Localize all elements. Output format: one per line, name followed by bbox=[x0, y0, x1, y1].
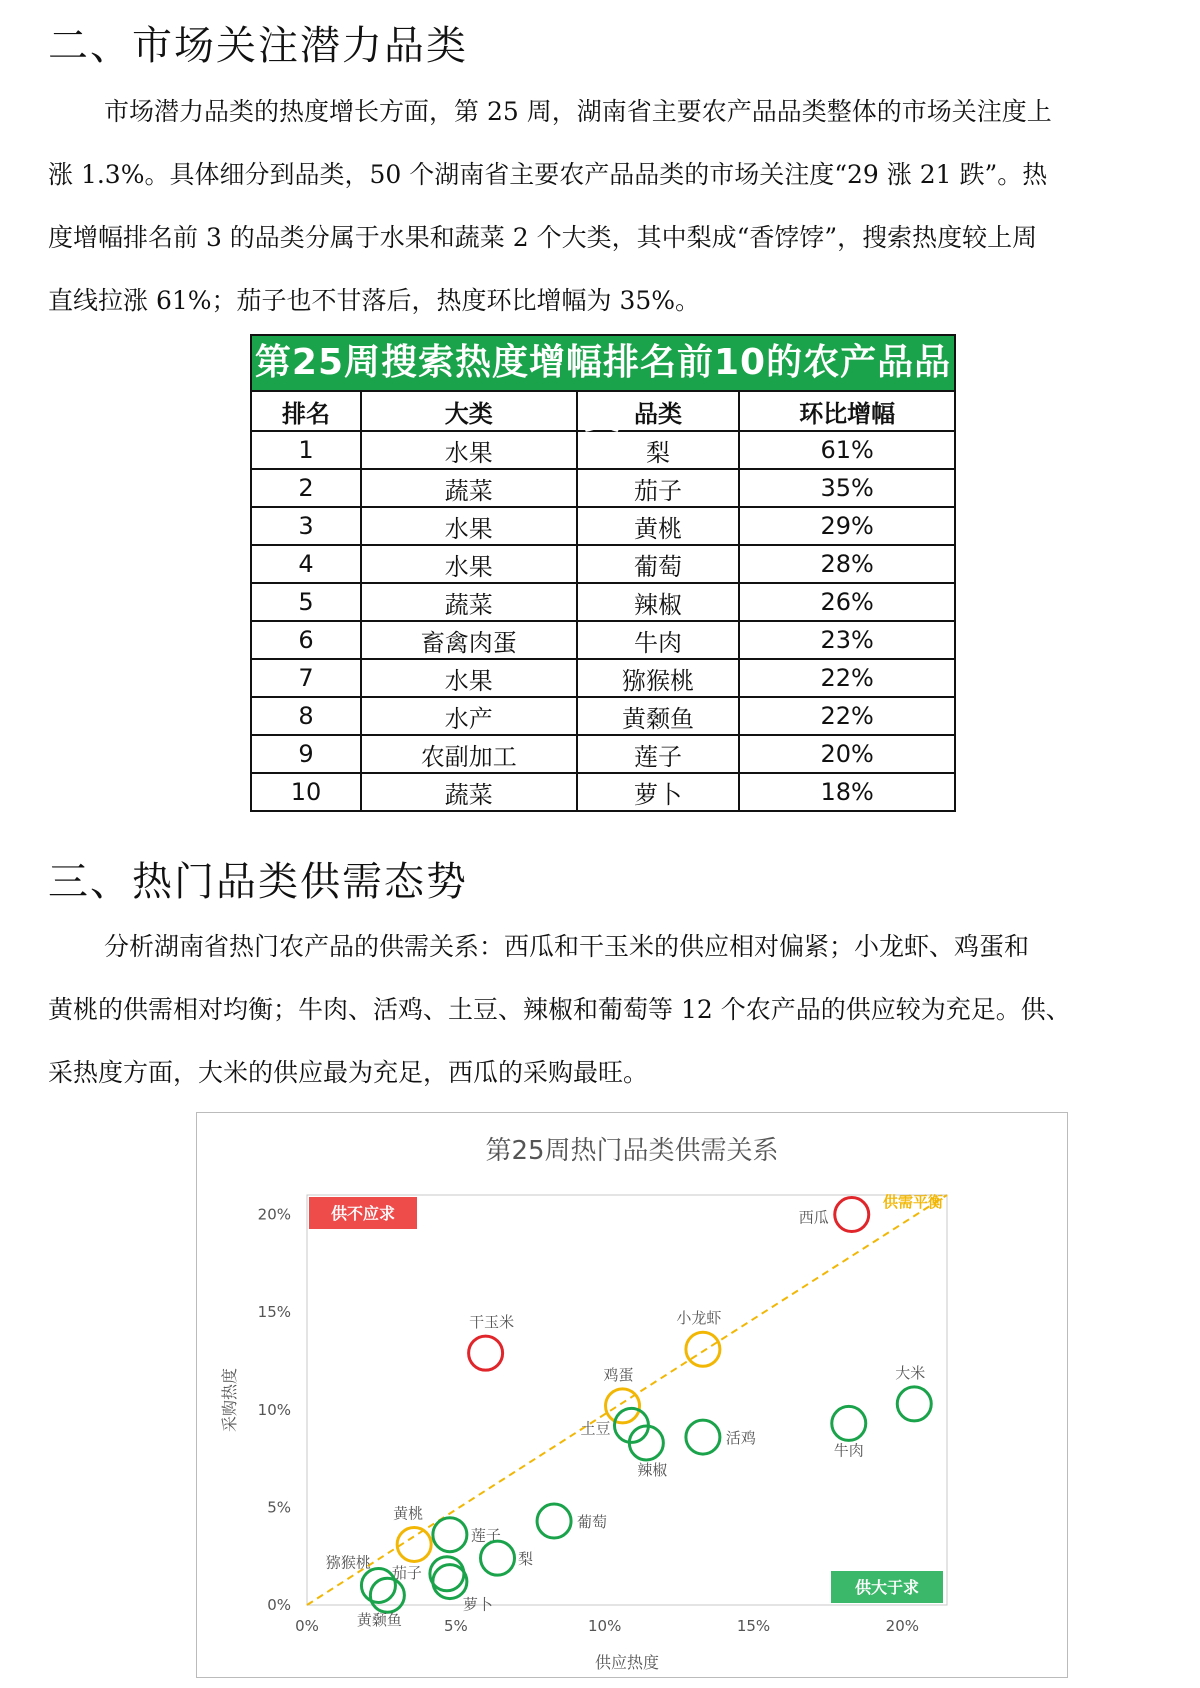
table-cell: 9 bbox=[251, 735, 361, 773]
data-point bbox=[481, 1541, 515, 1575]
table-cell: 猕猴桃 bbox=[577, 659, 740, 697]
paragraph-line: 度增幅排名前 3 的品类分属于水果和蔬菜 2 个大类，其中梨成“香饽饽”，搜索热度较上周 bbox=[48, 223, 1038, 252]
data-point bbox=[361, 1568, 395, 1602]
table-cell: 蔬菜 bbox=[361, 773, 577, 811]
table-cell: 萝卜 bbox=[577, 773, 740, 811]
table-row bbox=[251, 773, 955, 811]
y-tick-label: 15% bbox=[257, 1303, 291, 1322]
table-row bbox=[251, 583, 955, 621]
data-point bbox=[606, 1389, 640, 1423]
data-label: 西瓜 bbox=[798, 1208, 829, 1227]
paragraph-line: 黄桃的供需相对均衡；牛肉、活鸡、土豆、辣椒和葡萄等 12 个农产品的供应较为充足。供、 bbox=[48, 995, 1071, 1024]
table-body bbox=[251, 431, 955, 811]
data-label: 葡萄 bbox=[577, 1513, 608, 1532]
table-row bbox=[251, 469, 955, 507]
table-cell: 水产 bbox=[361, 697, 577, 735]
table-cell: 茄子 bbox=[577, 469, 740, 507]
table-cell: 35% bbox=[739, 469, 955, 507]
data-label: 梨 bbox=[518, 1550, 534, 1569]
data-label: 大米 bbox=[895, 1363, 926, 1382]
data-point bbox=[832, 1406, 866, 1440]
table-cell: 辣椒 bbox=[577, 583, 740, 621]
table-cell: 农副加工 bbox=[361, 735, 577, 773]
x-tick-label: 15% bbox=[736, 1617, 771, 1635]
table-header: 排名 bbox=[251, 391, 361, 431]
table-row bbox=[251, 659, 955, 697]
table-cell: 18% bbox=[739, 773, 955, 811]
table-cell: 4 bbox=[251, 545, 361, 583]
table-cell: 6 bbox=[251, 621, 361, 659]
table-row bbox=[251, 621, 955, 659]
data-label: 辣椒 bbox=[637, 1460, 668, 1479]
data-point bbox=[537, 1504, 571, 1538]
data-label: 萝卜 bbox=[462, 1595, 493, 1614]
paragraph-line: 采热度方面，大米的供应最为充足，西瓜的采购最旺。 bbox=[48, 1058, 649, 1087]
table-cell: 28% bbox=[739, 545, 955, 583]
data-point bbox=[469, 1336, 503, 1370]
table-cell: 3 bbox=[251, 507, 361, 545]
table-cell: 22% bbox=[739, 697, 955, 735]
section2-title: 二、市场关注潜力品类 bbox=[48, 23, 468, 69]
data-label: 茄子 bbox=[391, 1563, 422, 1582]
chart-title: 第25周热门品类供需关系 bbox=[485, 1136, 779, 1166]
table-row bbox=[251, 507, 955, 545]
y-tick-label: 5% bbox=[267, 1498, 291, 1517]
supply-demand-chart bbox=[196, 1112, 1068, 1678]
table-cell: 水果 bbox=[361, 507, 577, 545]
data-label: 猕猴桃 bbox=[325, 1553, 371, 1572]
table-cell: 8 bbox=[251, 697, 361, 735]
y-tick-label: 10% bbox=[257, 1400, 291, 1419]
x-tick-label: 10% bbox=[588, 1617, 622, 1635]
section2-paragraph bbox=[48, 80, 1156, 332]
y-tick-label: 0% bbox=[267, 1596, 291, 1614]
table-cell: 黄桃 bbox=[577, 507, 740, 545]
table-cell: 1 bbox=[251, 431, 361, 469]
balance-line-label: 供需平衡 bbox=[882, 1193, 943, 1211]
table-cell: 20% bbox=[739, 735, 955, 773]
data-point bbox=[433, 1518, 467, 1552]
table-cell: 5 bbox=[251, 583, 361, 621]
table-cell: 23% bbox=[739, 621, 955, 659]
x-tick-label: 5% bbox=[443, 1617, 468, 1635]
paragraph-line: 涨 1.3%。具体细分到品类，50 个湖南省主要农产品品类的市场关注度“29 涨 21 跌”。热 bbox=[48, 160, 1048, 189]
balance-line bbox=[307, 1195, 947, 1605]
table-header: 环比增幅 bbox=[739, 391, 955, 431]
data-point bbox=[897, 1387, 931, 1421]
data-label: 土豆 bbox=[580, 1419, 611, 1438]
table-cell: 2 bbox=[251, 469, 361, 507]
y-axis-label: 采购热度 bbox=[220, 1367, 239, 1433]
x-tick-label: 20% bbox=[885, 1617, 920, 1635]
table-cell: 水果 bbox=[361, 545, 577, 583]
paragraph-line: 直线拉涨 61%；茄子也不甘落后，热度环比增幅为 35%。 bbox=[48, 286, 701, 315]
paragraph-line: 分析湖南省热门农产品的供需关系：西瓜和干玉米的供应相对偏紧；小龙虾、鸡蛋和 bbox=[104, 932, 1030, 961]
table-cell: 葡萄 bbox=[577, 545, 740, 583]
data-label: 莲子 bbox=[470, 1526, 501, 1545]
table-cell: 蔬菜 bbox=[361, 469, 577, 507]
table-title: 第25周搜索热度增幅排名前10的农产品品类 bbox=[250, 334, 956, 390]
table-cell: 梨 bbox=[577, 431, 740, 469]
table-cell: 61% bbox=[739, 431, 955, 469]
data-label: 牛肉 bbox=[833, 1441, 864, 1460]
table-cell: 水果 bbox=[361, 659, 577, 697]
data-label: 黄颡鱼 bbox=[356, 1611, 402, 1630]
section3-title: 三、热门品类供需态势 bbox=[48, 859, 468, 905]
table-cell: 蔬菜 bbox=[361, 583, 577, 621]
table-cell: 莲子 bbox=[577, 735, 740, 773]
table-cell: 29% bbox=[739, 507, 955, 545]
y-tick-label: 20% bbox=[257, 1205, 291, 1224]
table-cell: 黄颡鱼 bbox=[577, 697, 740, 735]
table-row bbox=[251, 697, 955, 735]
x-tick-label: 0% bbox=[295, 1617, 319, 1635]
data-label: 小龙虾 bbox=[676, 1309, 722, 1328]
data-label: 鸡蛋 bbox=[603, 1365, 634, 1384]
data-label: 活鸡 bbox=[725, 1429, 756, 1448]
x-axis-label: 供应热度 bbox=[594, 1653, 660, 1672]
data-label: 干玉米 bbox=[469, 1313, 515, 1332]
section3-paragraph bbox=[48, 915, 1156, 1104]
paragraph-line: 市场潜力品类的热度增长方面，第 25 周，湖南省主要农产品品类整体的市场关注度上 bbox=[104, 97, 1052, 126]
data-point bbox=[370, 1578, 404, 1612]
table-header: 品类 bbox=[577, 391, 740, 431]
table-header: 大类 bbox=[361, 391, 577, 431]
data-point bbox=[686, 1332, 720, 1366]
table-cell: 牛肉 bbox=[577, 621, 740, 659]
table-cell: 10 bbox=[251, 773, 361, 811]
chart-svg bbox=[197, 1113, 1067, 1677]
table-cell: 22% bbox=[739, 659, 955, 697]
data-point bbox=[835, 1198, 869, 1232]
table-cell: 7 bbox=[251, 659, 361, 697]
data-label: 黄桃 bbox=[393, 1504, 424, 1523]
table-cell: 水果 bbox=[361, 431, 577, 469]
undersupply-label: 供不应求 bbox=[330, 1204, 396, 1223]
table-cell: 畜禽肉蛋 bbox=[361, 621, 577, 659]
oversupply-label: 供大于求 bbox=[854, 1578, 920, 1597]
table-cell: 26% bbox=[739, 583, 955, 621]
data-point bbox=[686, 1420, 720, 1454]
table-row bbox=[251, 735, 955, 773]
ranking-table bbox=[250, 334, 956, 812]
table-row bbox=[251, 545, 955, 583]
